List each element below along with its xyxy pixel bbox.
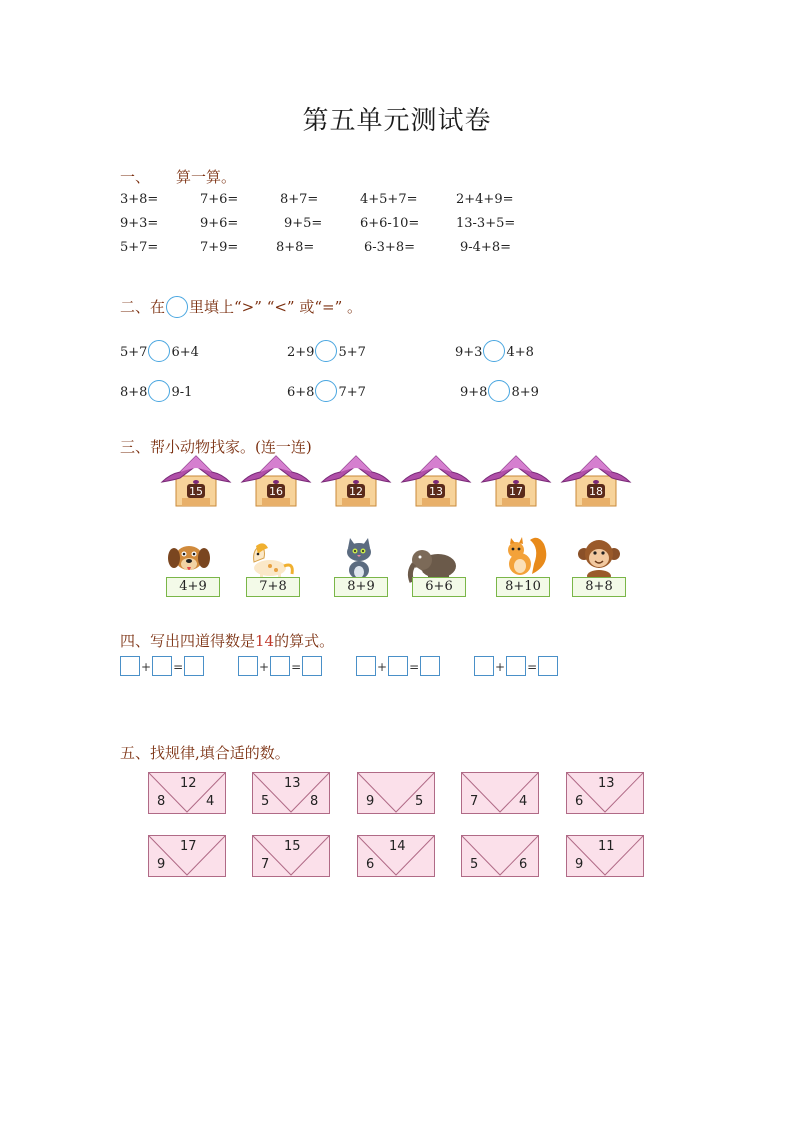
answer-box-input[interactable] — [388, 656, 408, 676]
house-icon — [320, 454, 392, 510]
house-number: 12 — [349, 485, 363, 498]
envelope-puzzle[interactable] — [461, 772, 539, 814]
animal-expression: 6+6 — [412, 577, 466, 597]
compare-right: 7+7 — [338, 385, 366, 400]
section4-heading — [120, 630, 334, 651]
calc-item: 9-4+8= — [460, 240, 511, 255]
answer-box-input[interactable] — [356, 656, 376, 676]
answer-box-input[interactable] — [506, 656, 526, 676]
calc-item: 9+5= — [284, 216, 323, 231]
equation-blank-group — [356, 656, 440, 676]
envelope-left-number: 9 — [575, 857, 584, 872]
calc-item: 7+6= — [200, 192, 239, 207]
envelope-left-number: 5 — [261, 794, 270, 809]
calc-item: 13-3+5= — [456, 216, 516, 231]
section2-title-a: 二、在 — [120, 298, 166, 316]
compare-left: 8+8 — [120, 385, 148, 400]
envelope-top-number: 11 — [598, 839, 615, 854]
compare-circle-input[interactable] — [315, 380, 337, 402]
answer-box-input[interactable] — [238, 656, 258, 676]
monkey-icon — [570, 538, 628, 582]
house-number: 18 — [589, 485, 603, 498]
envelope-right-number: 6 — [519, 857, 528, 872]
envelope-puzzle[interactable] — [566, 772, 644, 814]
section1-title: 算一算。 — [176, 168, 237, 186]
compare-left: 2+9 — [287, 345, 315, 360]
animal-expression: 4+9 — [166, 577, 220, 597]
section5-heading: 五、找规律,填合适的数。 — [120, 744, 290, 762]
compare-circle-input[interactable] — [315, 340, 337, 362]
envelope-puzzle[interactable] — [566, 835, 644, 877]
house-icon — [400, 454, 472, 510]
house[interactable] — [240, 454, 312, 510]
calc-item: 8+7= — [280, 192, 319, 207]
answer-box-input[interactable] — [420, 656, 440, 676]
house-icon — [240, 454, 312, 510]
compare-right: 6+4 — [171, 345, 199, 360]
house-number: 13 — [429, 485, 443, 498]
envelope-left-number: 6 — [575, 794, 584, 809]
calc-item: 3+8= — [120, 192, 159, 207]
envelope-puzzle[interactable] — [357, 772, 435, 814]
calc-item: 5+7= — [120, 240, 159, 255]
equals-sign: = — [173, 660, 184, 674]
squirrel-icon — [496, 534, 554, 578]
envelope-puzzle[interactable] — [148, 835, 226, 877]
house-icon — [560, 454, 632, 510]
envelope-puzzle[interactable] — [252, 835, 330, 877]
house-number: 16 — [269, 485, 283, 498]
envelope-left-number: 7 — [261, 857, 270, 872]
envelope-top-number: 14 — [389, 839, 406, 854]
house-icon — [160, 454, 232, 510]
calc-item: 8+8= — [276, 240, 315, 255]
envelope-puzzle[interactable] — [148, 772, 226, 814]
envelope-left-number: 6 — [366, 857, 375, 872]
section4-title-a: 四、写出四道得数是 — [120, 632, 256, 650]
envelope-top-number: 13 — [598, 776, 615, 791]
calc-item: 6+6-10= — [360, 216, 420, 231]
cat-icon — [330, 536, 388, 580]
envelope-left-number: 5 — [470, 857, 479, 872]
answer-box-input[interactable] — [152, 656, 172, 676]
animal-expression: 8+9 — [334, 577, 388, 597]
animal-expression: 8+10 — [496, 577, 550, 597]
section1-number: 一、 — [120, 168, 151, 186]
equation-blank-group — [120, 656, 204, 676]
plus-sign: + — [259, 660, 270, 674]
section4-target-number: 14 — [255, 632, 275, 650]
envelope-puzzle[interactable] — [357, 835, 435, 877]
section4-title-b: 的算式。 — [274, 632, 335, 650]
compare-circle-input[interactable] — [483, 340, 505, 362]
answer-box-input[interactable] — [538, 656, 558, 676]
section1-heading — [120, 166, 236, 187]
section3-heading: 三、帮小动物找家。(连一连) — [120, 438, 312, 456]
answer-box-input[interactable] — [302, 656, 322, 676]
envelope-top-number: 17 — [180, 839, 197, 854]
compare-right: 5+7 — [338, 345, 366, 360]
plus-sign: + — [141, 660, 152, 674]
envelope-left-number: 9 — [157, 857, 166, 872]
answer-circle-icon — [166, 296, 188, 318]
calc-item: 6-3+8= — [364, 240, 415, 255]
envelope-right-number: 4 — [519, 794, 528, 809]
page-title: 第五单元测试卷 — [302, 106, 492, 136]
house[interactable] — [480, 454, 552, 510]
calc-item: 9+6= — [200, 216, 239, 231]
house-icon — [480, 454, 552, 510]
plus-sign: + — [495, 660, 506, 674]
equals-sign: = — [527, 660, 538, 674]
compare-left: 6+8 — [287, 385, 315, 400]
compare-left: 5+7 — [120, 345, 148, 360]
envelope-right-number: 4 — [206, 794, 215, 809]
equals-sign: = — [409, 660, 420, 674]
compare-right: 4+8 — [506, 345, 534, 360]
compare-left: 9+3 — [455, 345, 483, 360]
equals-sign: = — [291, 660, 302, 674]
house[interactable] — [320, 454, 392, 510]
house[interactable] — [560, 454, 632, 510]
compare-item — [455, 340, 534, 362]
compare-item — [120, 340, 199, 362]
envelope-puzzle[interactable] — [461, 835, 539, 877]
envelope-right-number: 8 — [310, 794, 319, 809]
calc-item: 7+9= — [200, 240, 239, 255]
calc-item: 4+5+7= — [360, 192, 418, 207]
answer-box-input[interactable] — [474, 656, 494, 676]
animal-expression: 8+8 — [572, 577, 626, 597]
compare-circle-input[interactable] — [148, 380, 170, 402]
house-number: 17 — [509, 485, 523, 498]
compare-item — [287, 380, 366, 402]
answer-box-input[interactable] — [270, 656, 290, 676]
compare-circle-input[interactable] — [148, 340, 170, 362]
house-number: 15 — [189, 485, 203, 498]
compare-right: 8+9 — [511, 385, 539, 400]
calc-item: 2+4+9= — [456, 192, 514, 207]
plus-sign: + — [377, 660, 388, 674]
section2-title-b: 里填上“>” “<” 或“=” 。 — [189, 298, 363, 316]
envelope-top-number: 12 — [180, 776, 197, 791]
equation-blank-group — [474, 656, 558, 676]
compare-item — [460, 380, 539, 402]
compare-circle-input[interactable] — [488, 380, 510, 402]
compare-right: 9-1 — [171, 385, 193, 400]
answer-box-input[interactable] — [120, 656, 140, 676]
envelope-left-number: 7 — [470, 794, 479, 809]
envelope-right-number: 5 — [415, 794, 424, 809]
answer-box-input[interactable] — [184, 656, 204, 676]
envelope-left-number: 8 — [157, 794, 166, 809]
calc-item: 9+3= — [120, 216, 159, 231]
envelope-left-number: 9 — [366, 794, 375, 809]
envelope-top-number: 13 — [284, 776, 301, 791]
house[interactable] — [400, 454, 472, 510]
envelope-puzzle[interactable] — [252, 772, 330, 814]
section2-heading — [120, 296, 362, 318]
compare-item — [120, 380, 192, 402]
animal-expression: 7+8 — [246, 577, 300, 597]
envelope-top-number: 15 — [284, 839, 301, 854]
compare-left: 9+8 — [460, 385, 488, 400]
equation-blank-group — [238, 656, 322, 676]
compare-item — [287, 340, 366, 362]
house[interactable] — [160, 454, 232, 510]
